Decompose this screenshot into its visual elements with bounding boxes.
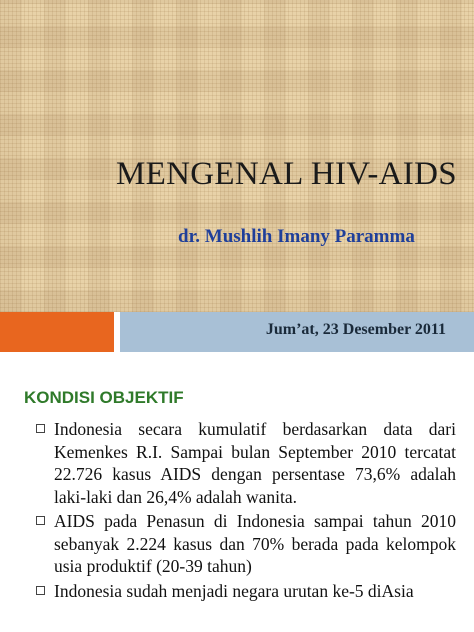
list-item bbox=[36, 580, 456, 603]
bullet-text: AIDS pada Penasun di Indonesia sampai tahun 2010 sebanyak 2.224 kasus dan 70% berada pada kelompok usia produktif (20-39 tahun) bbox=[54, 511, 456, 576]
slide-title: MENGENAL HIV-AIDS bbox=[116, 156, 457, 192]
section-heading: KONDISI OBJEKTIF bbox=[24, 388, 184, 407]
list-item bbox=[36, 510, 456, 578]
author-name: dr. Mushlih Imany Paramma bbox=[178, 226, 415, 247]
accent-bar-orange bbox=[0, 312, 114, 352]
bullet-list bbox=[36, 418, 456, 604]
content-slide bbox=[0, 358, 474, 632]
list-item bbox=[36, 418, 456, 508]
bullet-square-icon bbox=[36, 424, 45, 433]
bullet-text: Indonesia secara kumulatif berdasarkan data dari Kemenkes R.I. Sampai bulan September 2010 tercatat 22.726 kasus AIDS dengan persentase 73,6% adalah laki-laki dan 26,4% adalah wanita. bbox=[54, 419, 456, 507]
bullet-text: Indonesia sudah menjadi negara urutan ke-5 diAsia bbox=[54, 580, 414, 601]
bullet-square-icon bbox=[36, 516, 45, 525]
presentation-date: Jum’at, 23 Desember 2011 bbox=[265, 321, 446, 338]
bullet-square-icon bbox=[36, 586, 45, 595]
